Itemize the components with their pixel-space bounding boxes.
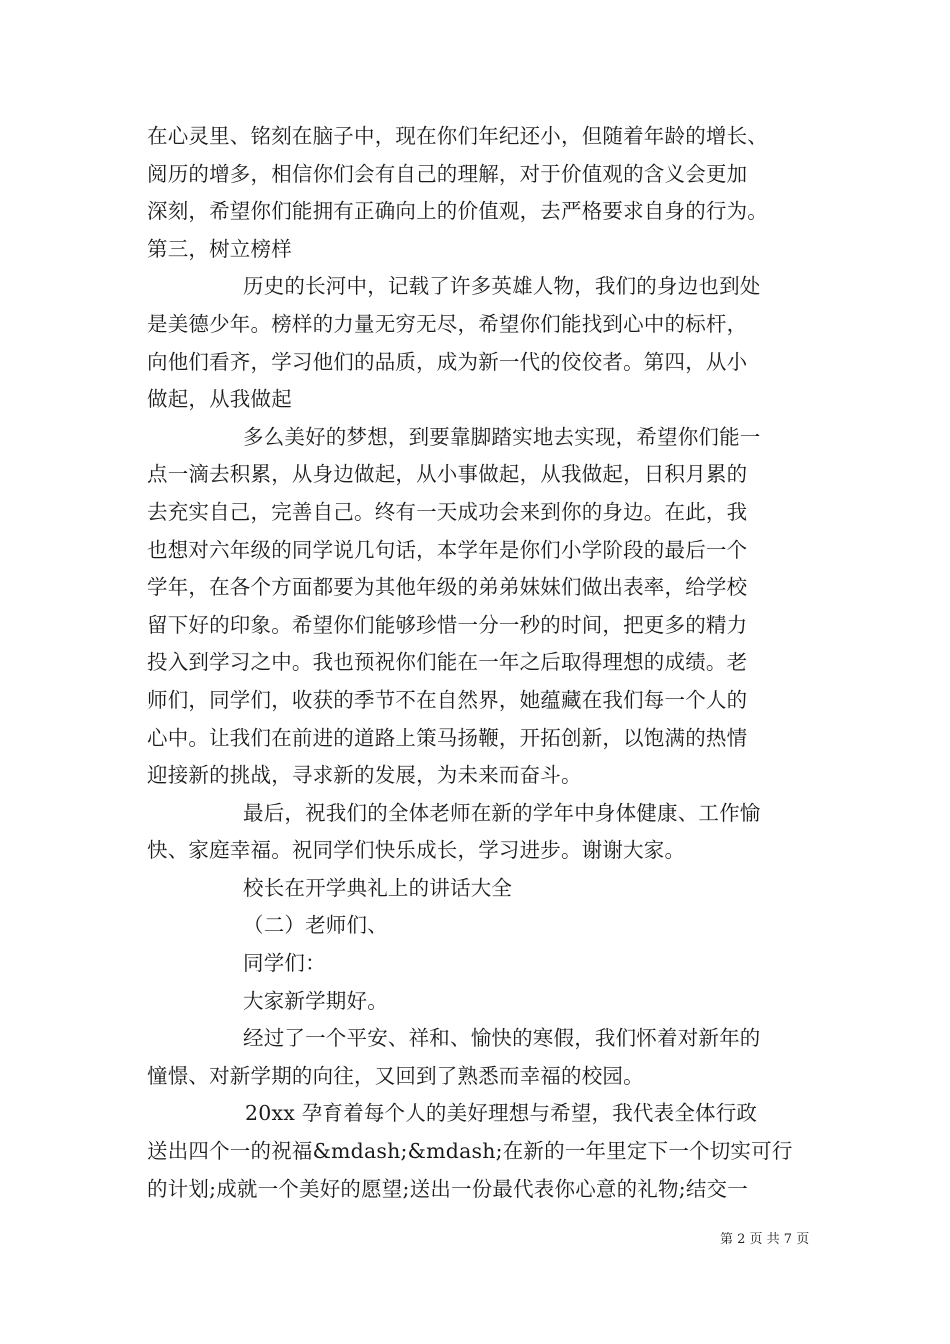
text-line: 做起，从我做起: [147, 387, 292, 412]
document-subtitle: 校长在开学典礼上的讲话大全: [243, 875, 513, 900]
text-line: 最后，祝我们的全体老师在新的学年中身体健康、工作愉: [243, 800, 761, 825]
text-line: （二）老师们、: [243, 913, 388, 938]
text-line: 留下好的印象。希望你们能够珍惜一分一秒的时间，把更多的精力: [147, 612, 748, 637]
text-line: 向他们看齐，学习他们的品质，成为新一代的佼佼者。第四，从小: [147, 349, 748, 374]
text-line: 是美德少年。榜样的力量无穷无尽，希望你们能找到心中的标杆，: [147, 311, 748, 336]
text-line: 20xx 孕育着每个人的美好理想与希望，我代表全体行政: [245, 1101, 758, 1126]
text-line: 憧憬、对新学期的向往，又回到了熟悉而幸福的校园。: [147, 1063, 644, 1088]
text-line: 深刻，希望你们能拥有正确向上的价值观，去严格要求自身的行为。: [147, 199, 768, 224]
text-line: 历史的长河中，记载了许多英雄人物，我们的身边也到处: [243, 274, 761, 299]
text-line: 的计划;成就一个美好的愿望;送出一份最代表你心意的礼物;结交一: [147, 1176, 748, 1201]
text-line: 投入到学习之中。我也预祝你们能在一年之后取得理想的成绩。老: [147, 650, 748, 675]
text-line: 大家新学期好。: [243, 988, 388, 1013]
section-heading: 第三，树立榜样: [147, 236, 292, 261]
text-line: 去充实自己，完善自己。终有一天成功会来到你的身边。在此，我: [147, 499, 748, 524]
text-line: 多么美好的梦想，到要靠脚踏实地去实现，希望你们能一: [243, 424, 761, 449]
text-line: 快、家庭幸福。祝同学们快乐成长，学习进步。谢谢大家。: [147, 838, 686, 863]
text-line: 送出四个一的祝福&mdash;&mdash;在新的一年里定下一个切实可行: [147, 1139, 793, 1164]
text-line: 在心灵里、铭刻在脑子中，现在你们年纪还小，但随着年龄的增长、: [147, 124, 768, 148]
text-line: 经过了一个平安、祥和、愉快的寒假，我们怀着对新年的: [243, 1026, 761, 1051]
page-number: 第 2 页 共 7 页: [720, 1232, 810, 1247]
text-line: 心中。让我们在前进的道路上策马扬鞭，开拓创新，以饱满的热情: [147, 725, 748, 750]
text-line: 学年，在各个方面都要为其他年级的弟弟妹妹们做出表率，给学校: [147, 575, 748, 600]
body-text: [147, 118, 812, 1208]
text-line: 同学们：: [243, 951, 326, 976]
text-line: 也想对六年级的同学说几句话，本学年是你们小学阶段的最后一个: [147, 537, 748, 562]
text-line: 点一滴去积累，从身边做起，从小事做起，从我做起，日积月累的: [147, 462, 748, 487]
text-line: 师们，同学们，收获的季节不在自然界，她蕴藏在我们每一个人的: [147, 687, 748, 712]
text-line: 阅历的增多，相信你们会有自己的理解，对于价值观的含义会更加: [147, 161, 748, 186]
text-line: 迎接新的挑战，寻求新的发展，为未来而奋斗。: [147, 763, 582, 788]
